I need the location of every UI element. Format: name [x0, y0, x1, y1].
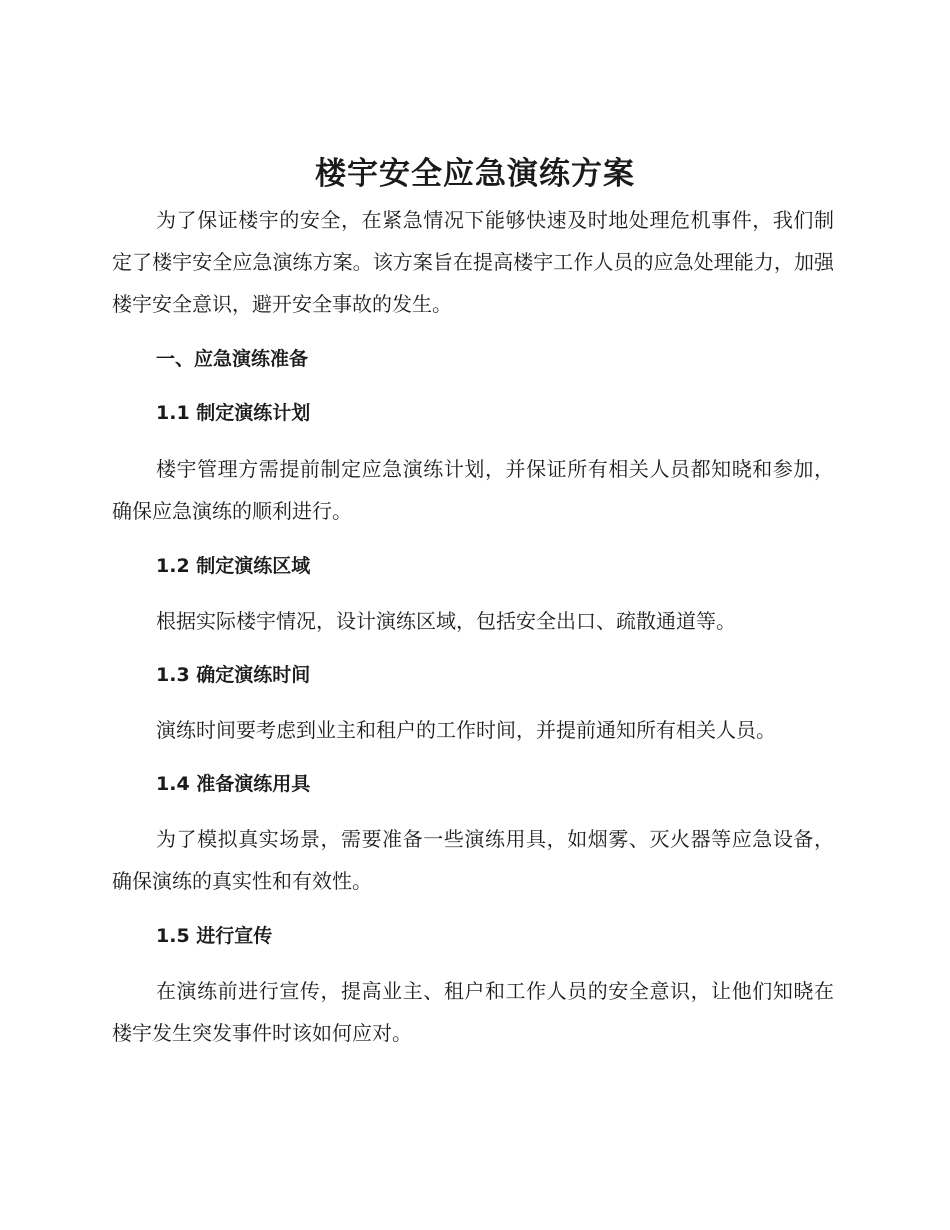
- section-1-5-body: 在演练前进行宣传，提高业主、租户和工作人员的安全意识，让他们知晓在楼宇发生突发事件时该如何应对。: [112, 979, 834, 1045]
- section-1-2-body: 根据实际楼宇情况，设计演练区域，包括安全出口、疏散通道等。: [156, 609, 736, 633]
- section-1-5-heading: 1.5 进行宣传: [156, 925, 273, 947]
- section-1-4-body: 为了模拟真实场景，需要准备一些演练用具，如烟雾、灭火器等应急设备，确保演练的真实性和有效性。: [112, 827, 834, 893]
- section-1-1-body: 楼宇管理方需提前制定应急演练计划，并保证所有相关人员都知晓和参加，确保应急演练的顺利进行。: [112, 457, 834, 523]
- section-1-heading: 一、应急演练准备: [156, 348, 309, 370]
- document-title: 楼宇安全应急演练方案: [315, 156, 635, 192]
- section-1-2-heading: 1.2 制定演练区域: [156, 555, 311, 577]
- section-1-4-heading: 1.4 准备演练用具: [156, 773, 311, 795]
- section-1-3-body: 演练时间要考虑到业主和租户的工作时间，并提前通知所有相关人员。: [156, 718, 776, 742]
- section-1-3-heading: 1.3 确定演练时间: [156, 664, 311, 686]
- section-1-1-heading: 1.1 制定演练计划: [156, 402, 311, 424]
- intro-paragraph: 为了保证楼宇的安全，在紧急情况下能够快速及时地处理危机事件，我们制定了楼宇安全应急演练方案。该方案旨在提高楼宇工作人员的应急处理能力，加强楼宇安全意识，避开安全事故的发生。: [112, 208, 834, 316]
